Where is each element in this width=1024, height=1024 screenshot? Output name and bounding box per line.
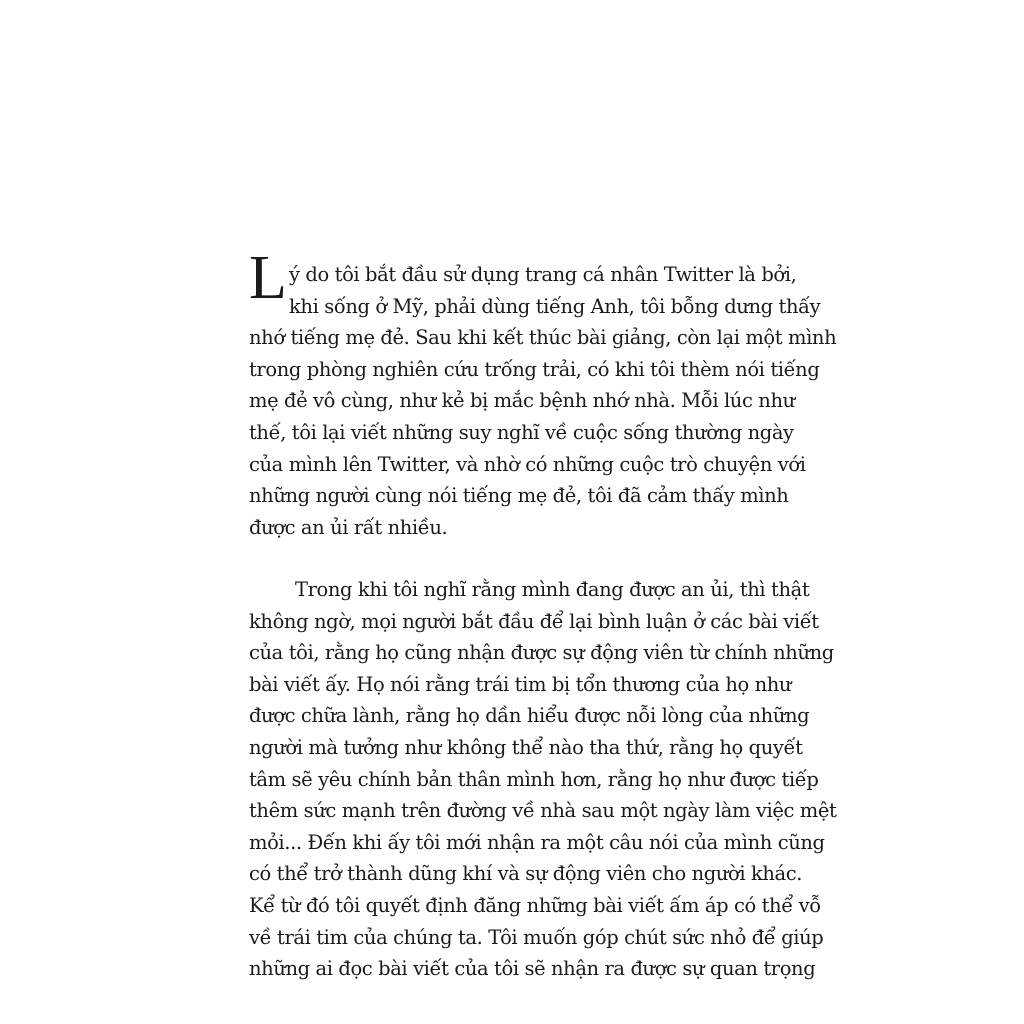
drop-cap-letter: L: [249, 244, 287, 312]
text-line: không ngờ, mọi người bắt đầu để lại bình luận ở các bài viết: [249, 609, 819, 633]
text-line: tâm sẽ yêu chính bản thân mình hơn, rằng họ như được tiếp: [249, 767, 819, 791]
text-line: được an ủi rất nhiều.: [249, 515, 448, 539]
text-line: người mà tưởng như không thể nào tha thứ, rằng họ quyết: [249, 735, 803, 759]
text-line: mỏi... Đến khi ấy tôi mới nhận ra một câu nói của mình cũng: [249, 830, 825, 854]
text-line: ý do tôi bắt đầu sử dụng trang cá nhân Twitter là bởi,: [289, 263, 797, 286]
text-line: thế, tôi lại viết những suy nghĩ về cuộc sống thường ngày: [249, 420, 794, 444]
text-line: khi sống ở Mỹ, phải dùng tiếng Anh, tôi bỗng dưng thấy: [289, 294, 821, 318]
text-line: của mình lên Twitter, và nhờ có những cuộc trò chuyện với: [249, 452, 806, 476]
text-line: thêm sức mạnh trên đường về nhà sau một ngày làm việc mệt: [249, 799, 837, 823]
text-line: được chữa lành, rằng họ dần hiểu được nỗi lòng của những: [249, 704, 810, 728]
paragraph-1: [249, 259, 837, 543]
text-line: những người cùng nói tiếng mẹ đẻ, tôi đã cảm thấy mình: [249, 484, 789, 508]
text-line: bài viết ấy. Họ nói rằng trái tim bị tổn thương của họ như: [249, 672, 792, 696]
text-line: những ai đọc bài viết của tôi sẽ nhận ra được sự quan trọng: [249, 957, 816, 981]
text-line: có thể trở thành dũng khí và sự động viên cho người khác.: [249, 862, 803, 886]
text-line: Trong khi tôi nghĩ rằng mình đang được an ủi, thì thật: [295, 578, 810, 601]
text-line: mẹ đẻ vô cùng, như kẻ bị mắc bệnh nhớ nhà. Mỗi lúc như: [249, 389, 795, 413]
paragraph-2: [249, 574, 837, 985]
text-line: trong phòng nghiên cứu trống trải, có khi tôi thèm nói tiếng: [249, 357, 820, 381]
text-line: của tôi, rằng họ cũng nhận được sự động viên từ chính những: [249, 641, 834, 665]
text-line: Kể từ đó tôi quyết định đăng những bài viết ấm áp có thể vỗ: [249, 893, 821, 917]
text-line: về trái tim của chúng ta. Tôi muốn góp chút sức nhỏ để giúp: [249, 925, 824, 949]
text-line: nhớ tiếng mẹ đẻ. Sau khi kết thúc bài giảng, còn lại một mình: [249, 326, 837, 350]
